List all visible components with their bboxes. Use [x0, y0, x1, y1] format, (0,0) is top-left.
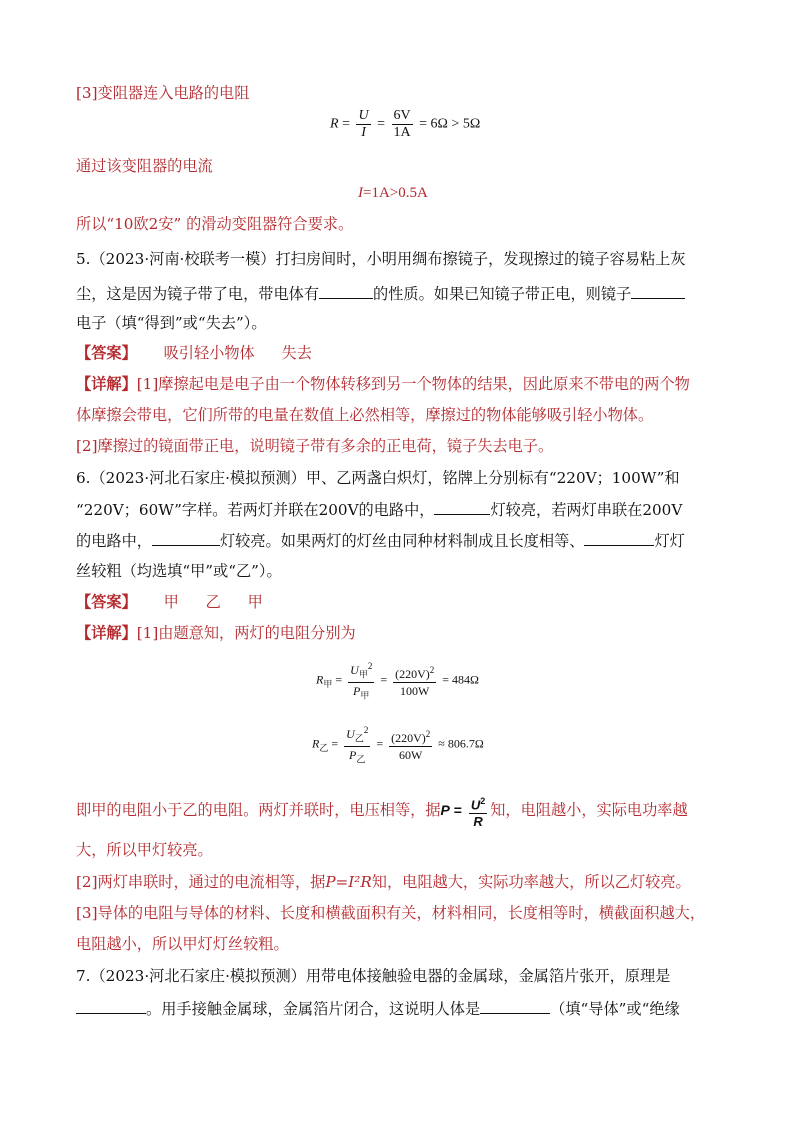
q5-line1: 5.（2023·河南·校联考一模）打扫房间时，小明用绸布擦镜子，发现擦过的镜子容易粘上灰 [76, 250, 686, 268]
q6-line3-part2: 灯较亮。如果两灯的灯丝由同种材料制成且长度相等、 [219, 532, 585, 550]
eq-jia-num1-sub: 甲 [358, 669, 368, 680]
q5-line2-part1: 尘，这是因为镜子带了电，带电体有 [76, 285, 319, 303]
eq-r-num1: U [358, 108, 369, 123]
q6-detail2-part2: 知，电阻越大，实际功率越大，所以乙灯较亮。 [371, 873, 691, 891]
inline-r: R [473, 813, 483, 829]
q7-line2-part1: 。用手接触金属球，金属箔片闭合，这说明人体是 [146, 1000, 481, 1018]
q5-answer-tag: 【答案】 [76, 344, 137, 362]
eq-i-var: I [358, 185, 363, 201]
eq-r-den2: 1A [393, 125, 411, 140]
eq-yi-num1-sub: 乙 [354, 733, 364, 744]
q6-line2 [76, 498, 682, 520]
q6-answer-3: 甲 [247, 593, 263, 611]
q5-detail1 [76, 374, 690, 394]
q6-line3 [76, 529, 685, 551]
step3-heading: [3]变阻器连入电路的电阻 [76, 84, 250, 102]
q6-answer [76, 592, 263, 612]
q6-detail3a: [3]导体的电阻与导体的材料、长度和横截面积有关，材料相同，长度相等时，横截面积越大， [76, 904, 706, 922]
eq-yi-frac2: $\frac{(220V)^2}{60W}$ [389, 726, 432, 763]
q6-para1 [76, 790, 688, 830]
eq-jia-frac1: $\frac{U_甲^2}{P_甲}$ [348, 658, 374, 704]
eq-yi-lhs-sub: 乙 [319, 743, 329, 754]
equation-r-jia: $R_甲$ = $\frac{U_甲^2}{P_甲}$ = $\frac{(220V)^2}{100W}$ = 484Ω [316, 658, 479, 704]
eq-jia-den1: P [353, 684, 361, 699]
q5-blank-1 [319, 282, 373, 299]
q5-line2-part2: 的性质。如果已知镜子带正电，则镜子 [373, 285, 632, 303]
q7-line2 [76, 997, 680, 1019]
eq-jia-num2: (220V) [395, 667, 430, 682]
q5-detail2: 体摩擦会带电，它们所带的电量在数值上必然相等，摩擦过的物体能够吸引轻小物体。 [76, 406, 654, 424]
eq-yi-frac1: $\frac{U_乙^2}{P_乙}$ [344, 722, 370, 768]
q6-para1-part2: 知，电阻越小，实际电功率越 [490, 801, 688, 819]
eq-jia-num1: U [350, 663, 359, 677]
q6-line4: 丝较粗（均选填“甲”或“乙”）。 [76, 562, 282, 580]
eq-r-den1: I [361, 125, 366, 140]
conclusion-text: 所以“10欧2安” 的滑动变阻器符合要求。 [76, 215, 354, 233]
eq-yi-num1: U [346, 727, 355, 741]
q6-line3-part1: 的电路中， [76, 532, 152, 550]
eq-jia-rhs: = 484Ω [442, 672, 479, 687]
equation-current [358, 185, 428, 202]
eq-r-rhs: = 6Ω > 5Ω [419, 116, 481, 132]
eq-jia-den2: 100W [400, 684, 430, 699]
q6-answer-tag: 【答案】 [76, 593, 137, 611]
q5-line3: 电子（填“得到”或“失去”）。 [76, 314, 267, 332]
current-text: 通过该变阻器的电流 [76, 157, 213, 175]
q6-detail1-text: [1]由题意知，两灯的电阻分别为 [136, 624, 356, 642]
q6-line2-part2: 灯较亮，若两灯串联在200V [490, 501, 683, 519]
q6-detail2-part1: [2]两灯串联时，通过的电流相等，据 [76, 873, 326, 891]
q7-blank-1 [76, 997, 146, 1014]
inline-p: P [440, 802, 450, 818]
q6-para1-part1: 即甲的电阻小于乙的电阻。两灯并联时，电压相等，据 [76, 801, 441, 819]
q6-blank-2 [152, 529, 220, 546]
q5-line2 [76, 282, 685, 304]
eq-yi-num2: (220V) [391, 731, 426, 746]
q5-answer [76, 343, 312, 363]
eq-yi-rhs: ≈ 806.7Ω [438, 736, 484, 751]
eq-r-frac2 [392, 108, 413, 141]
q5-blank-2 [631, 282, 685, 299]
eq-yi-den1: P [349, 748, 357, 763]
q5-answer-1: 吸引轻小物体 [163, 344, 255, 362]
inline-u: U [470, 796, 481, 812]
q6-detail3b: 电阻越小，所以甲灯灯丝较粗。 [76, 935, 289, 953]
q5-detail1-text: [1]摩擦起电是电子由一个物体转移到另一个物体的结果，因此原来不带电的两个物 [136, 375, 690, 393]
q7-line1: 7.（2023·河北石家庄·模拟预测）用带电体接触验电器的金属球，金属箔片张开，原理是 [76, 967, 671, 985]
equation-r-yi: $R_乙$ = $\frac{U_乙^2}{P_乙}$ = $\frac{(220V)^2}{60W}$ ≈ 806.7Ω [312, 722, 484, 768]
eq-r-lhs: R [330, 116, 339, 132]
q6-line3-part3: 灯灯 [654, 532, 685, 550]
q6-detail2 [76, 872, 691, 892]
eq-r-frac1 [356, 108, 370, 141]
q6-answer-2: 乙 [205, 593, 221, 611]
equation-resistance: R = $\frac{U}{I}$ = $\frac{6V}{1A}$ = 6Ω > 5Ω [330, 108, 481, 140]
q5-answer-2: 失去 [281, 344, 312, 362]
q6-line2-part1: “220V；60W”字样。若两灯并联在200V的电路中， [76, 501, 435, 519]
q6-para2: 大，所以甲灯较亮。 [76, 841, 213, 859]
eq-i-rest: =1A>0.5A [363, 185, 428, 201]
q6-blank-3 [584, 529, 654, 546]
q6-detail1 [76, 623, 356, 643]
q7-line2-part2: （填“导体”或“绝缘 [550, 1000, 680, 1018]
inline-power-formula: P = $\frac{U^2}{R}$ [441, 802, 491, 818]
q7-blank-2 [480, 997, 550, 1014]
q5-detail-tag: 【详解】 [76, 375, 137, 393]
q6-detail-tag: 【详解】 [76, 624, 137, 642]
eq-jia-lhs: R [316, 672, 324, 687]
eq-jia-den1-sub: 甲 [360, 690, 370, 701]
q6-blank-1 [434, 498, 490, 515]
eq-jia-frac2: $\frac{(220V)^2}{100W}$ [393, 662, 436, 699]
eq-yi-den2: 60W [399, 748, 423, 763]
q5-detail3: [2]摩擦过的镜面带正电，说明镜子带有多余的正电荷，镜子失去电子。 [76, 437, 554, 455]
eq-yi-den1-sub: 乙 [356, 754, 366, 765]
q6-answer-1: 甲 [163, 593, 179, 611]
q6-line1: 6.（2023·河北石家庄·模拟预测）甲、乙两盏白炽灯，铭牌上分别标有“220V；100W”和 [76, 469, 680, 487]
q6-detail2-formula: P=I²R [325, 873, 372, 891]
eq-r-num2: 6V [393, 108, 411, 123]
eq-jia-lhs-sub: 甲 [323, 679, 333, 690]
eq-yi-lhs: R [312, 736, 320, 751]
